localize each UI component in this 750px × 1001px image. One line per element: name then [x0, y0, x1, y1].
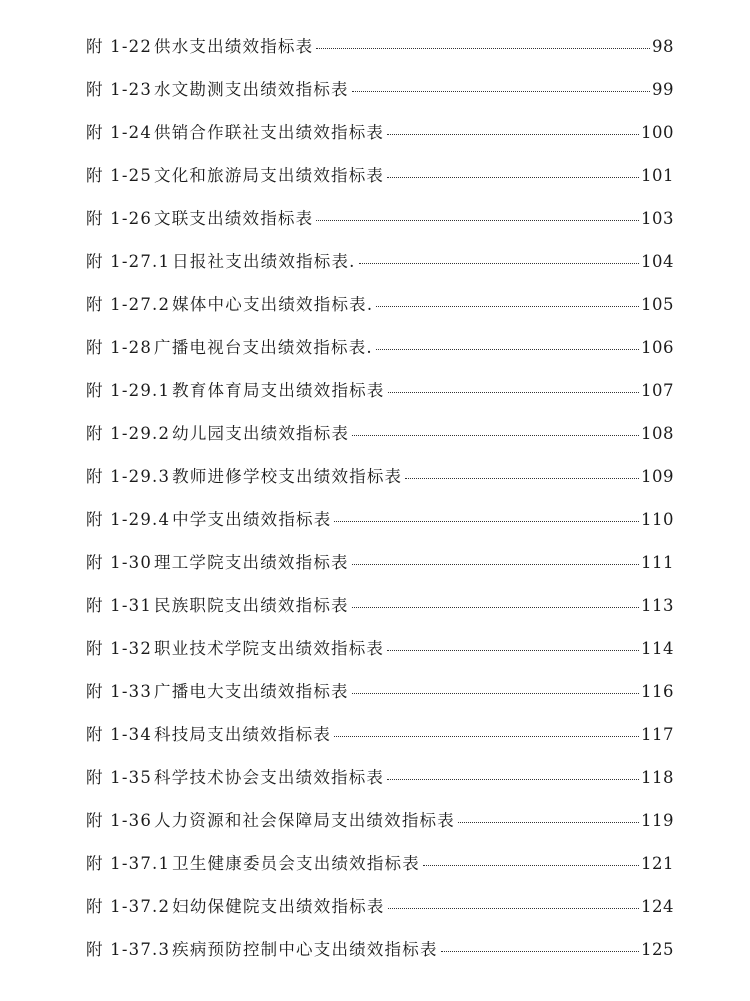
- toc-entry-label: 附 1-26: [86, 209, 153, 228]
- toc-entry-title: 幼儿园支出绩效指标表: [172, 424, 350, 443]
- toc-entry-title: 教育体育局支出绩效指标表: [172, 381, 385, 400]
- toc-entry-title: 日报社支出绩效指标表.: [172, 252, 356, 271]
- toc-entry-label: 附 1-29.1: [86, 381, 171, 400]
- toc-entry-page-number: 121: [641, 854, 674, 873]
- toc-entry-page-number: 125: [641, 940, 674, 959]
- toc-leader-dots: [316, 48, 650, 49]
- toc-entry-title: 科学技术协会支出绩效指标表: [154, 768, 385, 787]
- toc-list: [86, 33, 674, 979]
- toc-entry-title: 广播电大支出绩效指标表: [154, 682, 349, 701]
- toc-entry-label: 附 1-35: [86, 768, 153, 787]
- toc-leader-dots: [334, 736, 639, 737]
- toc-entry-title: 卫生健康委员会支出绩效指标表: [172, 854, 420, 873]
- toc-entry[interactable]: [86, 162, 674, 205]
- toc-entry-label: 附 1-27.2: [86, 295, 171, 314]
- toc-entry-page-number: 106: [641, 338, 674, 357]
- toc-entry-title: 文化和旅游局支出绩效指标表: [154, 166, 385, 185]
- toc-entry-page-number: 124: [641, 897, 674, 916]
- toc-entry[interactable]: [86, 248, 674, 291]
- toc-entry-label: 附 1-29.2: [86, 424, 171, 443]
- toc-leader-dots: [405, 478, 639, 479]
- toc-entry-label: 附 1-37.1: [86, 854, 171, 873]
- toc-entry-title: 水文勘测支出绩效指标表: [154, 80, 349, 99]
- toc-entry-page-number: 111: [641, 553, 674, 572]
- toc-entry-page-number: 114: [641, 639, 674, 658]
- toc-entry[interactable]: [86, 678, 674, 721]
- toc-entry-label: 附 1-30: [86, 553, 153, 572]
- toc-entry-page-number: 108: [641, 424, 674, 443]
- toc-entry-label: 附 1-23: [86, 80, 153, 99]
- toc-leader-dots: [334, 521, 639, 522]
- toc-entry-page-number: 104: [641, 252, 674, 271]
- toc-entry[interactable]: [86, 549, 674, 592]
- toc-entry-label: 附 1-29.4: [86, 510, 171, 529]
- toc-entry-page-number: 116: [641, 682, 674, 701]
- toc-entry-page-number: 103: [641, 209, 674, 228]
- toc-entry-title: 疾病预防控制中心支出绩效指标表: [172, 940, 438, 959]
- toc-entry-page-number: 105: [641, 295, 674, 314]
- toc-leader-dots: [388, 908, 639, 909]
- toc-leader-dots: [376, 349, 639, 350]
- toc-leader-dots: [441, 951, 639, 952]
- toc-entry[interactable]: [86, 850, 674, 893]
- toc-entry[interactable]: [86, 807, 674, 850]
- toc-entry[interactable]: [86, 33, 674, 76]
- toc-entry-label: 附 1-24: [86, 123, 153, 142]
- toc-entry-page-number: 99: [652, 80, 674, 99]
- toc-entry-page-number: 119: [641, 811, 674, 830]
- toc-entry[interactable]: [86, 76, 674, 119]
- toc-entry[interactable]: [86, 506, 674, 549]
- toc-leader-dots: [387, 779, 639, 780]
- toc-entry-page-number: 100: [641, 123, 674, 142]
- toc-entry-title: 文联支出绩效指标表: [154, 209, 314, 228]
- toc-entry[interactable]: [86, 291, 674, 334]
- toc-entry-page-number: 118: [641, 768, 674, 787]
- toc-entry-label: 附 1-22: [86, 37, 153, 56]
- toc-entry-title: 民族职院支出绩效指标表: [154, 596, 349, 615]
- toc-entry-title: 妇幼保健院支出绩效指标表: [172, 897, 385, 916]
- toc-entry-label: 附 1-27.1: [86, 252, 171, 271]
- toc-leader-dots: [387, 177, 639, 178]
- toc-entry-label: 附 1-37.3: [86, 940, 171, 959]
- toc-entry-title: 媒体中心支出绩效指标表.: [172, 295, 374, 314]
- toc-entry-label: 附 1-37.2: [86, 897, 171, 916]
- toc-entry[interactable]: [86, 592, 674, 635]
- toc-entry-label: 附 1-32: [86, 639, 153, 658]
- toc-entry[interactable]: [86, 463, 674, 506]
- toc-entry[interactable]: [86, 119, 674, 162]
- toc-entry-title: 供销合作联社支出绩效指标表: [154, 123, 385, 142]
- toc-entry-label: 附 1-33: [86, 682, 153, 701]
- toc-leader-dots: [423, 865, 639, 866]
- toc-entry[interactable]: [86, 764, 674, 807]
- toc-entry[interactable]: [86, 420, 674, 463]
- toc-entry-page-number: 107: [641, 381, 674, 400]
- toc-entry[interactable]: [86, 205, 674, 248]
- toc-entry[interactable]: [86, 721, 674, 764]
- toc-entry-title: 中学支出绩效指标表: [172, 510, 332, 529]
- toc-leader-dots: [458, 822, 639, 823]
- toc-entry-page-number: 110: [641, 510, 674, 529]
- toc-leader-dots: [359, 263, 639, 264]
- toc-entry[interactable]: [86, 334, 674, 377]
- toc-entry-label: 附 1-36: [86, 811, 153, 830]
- toc-leader-dots: [352, 564, 639, 565]
- toc-entry[interactable]: [86, 635, 674, 678]
- toc-entry-page-number: 101: [641, 166, 674, 185]
- toc-entry[interactable]: [86, 377, 674, 420]
- toc-entry[interactable]: [86, 936, 674, 979]
- toc-entry[interactable]: [86, 893, 674, 936]
- toc-leader-dots: [352, 693, 639, 694]
- toc-leader-dots: [352, 91, 650, 92]
- toc-leader-dots: [387, 650, 639, 651]
- toc-entry-page-number: 98: [652, 37, 674, 56]
- toc-leader-dots: [316, 220, 639, 221]
- toc-entry-page-number: 109: [641, 467, 674, 486]
- toc-entry-page-number: 117: [641, 725, 674, 744]
- toc-entry-title: 人力资源和社会保障局支出绩效指标表: [154, 811, 455, 830]
- toc-leader-dots: [376, 306, 639, 307]
- toc-entry-label: 附 1-25: [86, 166, 153, 185]
- toc-leader-dots: [352, 607, 639, 608]
- toc-leader-dots: [388, 392, 639, 393]
- toc-entry-label: 附 1-28: [86, 338, 153, 357]
- toc-entry-title: 理工学院支出绩效指标表: [154, 553, 349, 572]
- toc-entry-title: 供水支出绩效指标表: [154, 37, 314, 56]
- toc-entry-label: 附 1-31: [86, 596, 153, 615]
- toc-entry-label: 附 1-29.3: [86, 467, 171, 486]
- toc-entry-page-number: 113: [641, 596, 674, 615]
- toc-leader-dots: [387, 134, 639, 135]
- toc-entry-label: 附 1-34: [86, 725, 153, 744]
- toc-entry-title: 广播电视台支出绩效指标表.: [154, 338, 373, 357]
- toc-entry-title: 科技局支出绩效指标表: [154, 725, 332, 744]
- toc-entry-title: 职业技术学院支出绩效指标表: [154, 639, 385, 658]
- toc-entry-title: 教师进修学校支出绩效指标表: [172, 467, 403, 486]
- toc-leader-dots: [352, 435, 639, 436]
